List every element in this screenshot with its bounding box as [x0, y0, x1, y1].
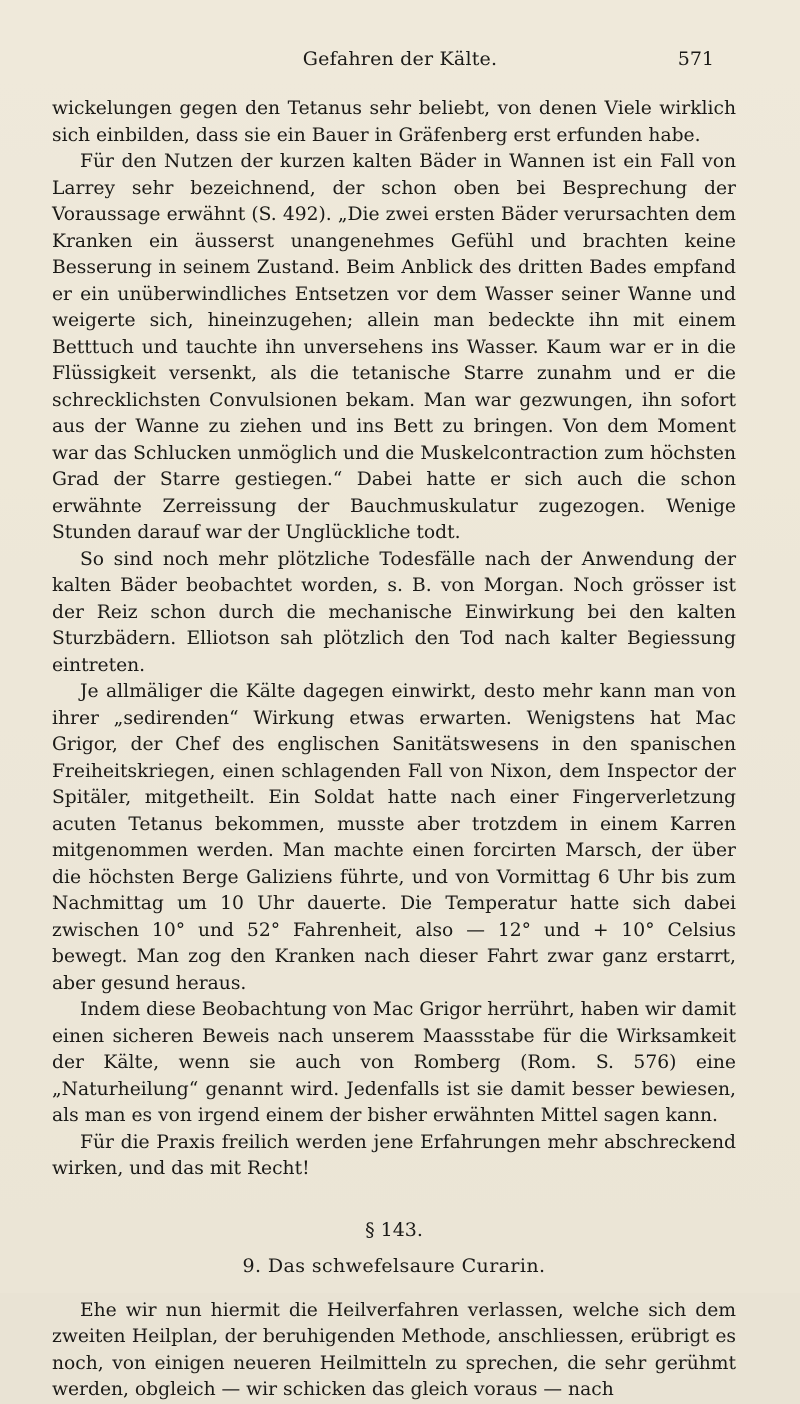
section-title: 9. Das schwefelsaure Curarin.: [242, 1255, 546, 1277]
paragraph: Für den Nutzen der kurzen kalten Bäder in Wannen ist ein Fall von Larrey sehr bezeichnend, der schon oben bei Besprechung der Voraussage erwähnt (S. 492). „Die zwei ersten Bäder verursachten dem Kranken ein äusserst unangenehmes Gefühl und brachten keine Besserung in seinem Zustand. Beim Anblick des dritten Bades empfand er ein unüberwindliches Entsetzen vor dem Wasser seiner Wanne und weigerte sich, hineinzugehen; allein man bedeckte ihn mit einem Betttuch und tauchte ihn unversehens ins Wasser. Kaum war er in die Flüssigkeit versenkt, als die tetanische Starre zunahm und er die schrecklichsten Convulsionen bekam. Man war gezwungen, ihn sofort aus der Wanne zu ziehen und ins Bett zu bringen. Von dem Moment war das Schlucken unmöglich und die Muskelcontraction zum höchsten Grad der Starre gestiegen.“ Dabei hatte er sich auch die schon erwähnte Zerreissung der Bauchmuskulatur zugezogen. Wenige Stunden darauf war der Unglückliche todt.: [52, 151, 736, 543]
page-header: [0, 48, 800, 76]
section-number: § 143.: [365, 1218, 423, 1241]
paragraph: wickelungen gegen den Tetanus sehr beliebt, von denen Viele wirklich sich einbilden, dass sie ein Bauer in Gräfenberg erst erfunden habe.: [52, 98, 736, 146]
paragraph: Indem diese Beobachtung von Mac Grigor herrührt, haben wir damit einen sicheren Beweis nach unserem Maassstabe für die Wirksamkeit der Kälte, wenn sie auch von Romberg (Rom. S. 576) eine „Naturheilung“ genannt wird. Jedenfalls ist sie damit besser bewiesen, als man es von irgend einem der bisher erwähnten Mittel sagen kann.: [52, 999, 736, 1126]
page-number: 571: [677, 48, 714, 70]
running-title: Gefahren der Kälte.: [302, 48, 498, 70]
paragraph: Für die Praxis freilich werden jene Erfahrungen mehr abschreckend wirken, und das mit Recht!: [52, 1131, 736, 1179]
paragraph: So sind noch mehr plötzliche Todesfälle nach der Anwendung der kalten Bäder beobachtet worden, s. B. von Morgan. Noch grösser ist der Reiz schon durch die mechanische Einwirkung bei den kalten Sturzbädern. Elliotson sah plötzlich den Tod nach kalter Begiessung eintreten.: [52, 548, 736, 676]
closing-paragraph: Ehe wir nun hiermit die Heilverfahren verlassen, welche sich dem zweiten Heilplan, der beruhigenden Methode, anschliessen, erübrigt es noch, von einigen neueren Heilmitteln zu sprechen, die sehr gerühmt werden, obgleich — wir schicken das gleich voraus — nach: [52, 1299, 736, 1400]
body-text: [52, 96, 736, 1404]
paragraph: Je allmäliger die Kälte dagegen einwirkt, desto mehr kann man von ihrer „sedirenden“ Wirkung etwas erwarten. Wenigstens hat Mac Grigor, der Chef des englischen Sanitätswesens in den spanischen Freiheitskriegen, einen schlagenden Fall von Nixon, dem Inspector der Spitäler, mitgetheilt. Ein Soldat hatte nach einer Fingerverletzung acuten Tetanus bekommen, musste aber trotzdem in einem Karren mitgenommen werden. Man machte einen forcirten Marsch, der über die höchsten Berge Galiziens führte, und von Vormittag 6 Uhr bis zum Nachmittag um 10 Uhr dauerte. Die Temperatur hatte sich dabei zwischen 10° und 52° Fahrenheit, also — 12° und + 10° Celsius bewegt. Man zog den Kranken nach dieser Fahrt zwar ganz erstarrt, aber gesund heraus.: [52, 681, 736, 994]
